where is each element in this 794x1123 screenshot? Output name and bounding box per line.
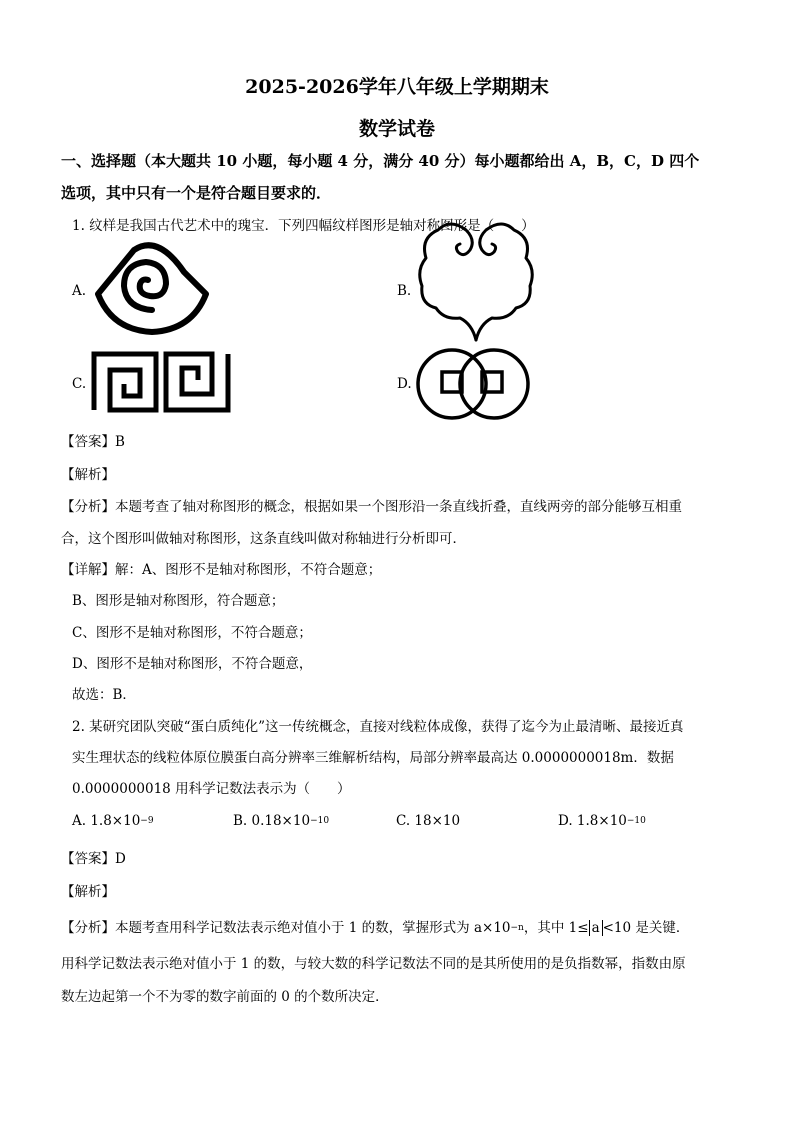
q2-option-d-text: D. 1.8×10 (558, 813, 627, 829)
figure-b-cloud-pattern (414, 216, 538, 342)
q1-detail-line5: 故选：B． (72, 687, 136, 703)
q2-option-b-text: B. 0.18×10 (233, 813, 311, 829)
q2-option-c: C. 18×10 (396, 813, 461, 829)
q1-analysis-tag: 【解析】 (61, 467, 115, 483)
figure-d-coins-pattern (414, 344, 532, 424)
q1-answer: 【答案】B (61, 434, 125, 450)
q1-analysis-line2: 合，这个图形叫做轴对称图形，这条直线叫做对称轴进行分析即可． (61, 531, 466, 547)
q1-option-d-label: D. (397, 376, 412, 392)
q2-answer: 【答案】D (61, 851, 126, 867)
q2-option-d (558, 813, 646, 829)
q2-option-b (233, 813, 329, 829)
q1-stem: 1. 纹样是我国古代艺术中的瑰宝．下列四幅纹样图形是轴对称图形是（ ） (72, 218, 535, 234)
q2-stem-line3: 0.0000000018 用科学记数法表示为（ ） (72, 781, 351, 797)
q2-analysis-tag: 【解析】 (61, 884, 115, 900)
q1-analysis-line1: 【分析】本题考查了轴对称图形的概念，根据如果一个图形沿一条直线折叠，直线两旁的部分能够互相重 (61, 499, 682, 515)
q2-stem-line1: 2. 某研究团队突破“蛋白质纯化”这一传统概念，直接对线粒体成像，获得了迄今为止最清晰、最接近真 (72, 719, 684, 735)
q1-option-b-label: B. (397, 283, 412, 299)
q1-detail-line1: 【详解】解：A、图形不是轴对称图形，不符合题意； (61, 562, 382, 578)
section-heading-line1: 一、选择题（本大题共 10 小题，每小题 4 分，满分 40 分）每小题都给出 A，B，C，D 四个 (61, 152, 700, 170)
q1-option-a-label: A. (72, 283, 87, 299)
q2-analysis-line1 (61, 916, 689, 936)
q2-analysis-exponent: −n (510, 923, 524, 933)
q2-option-a (72, 813, 154, 829)
q1-detail-line2: B、图形是轴对称图形，符合题意； (72, 593, 285, 609)
figure-c-fret-pattern (90, 350, 232, 414)
q2-option-a-exponent: −9 (140, 816, 154, 826)
q2-stem-line2: 实生理状态的线粒体原位膜蛋白高分辨率三维解析结构，局部分辨率最高达 0.0000000018m．数据 (72, 750, 674, 766)
q2-analysis-line1-b: ，其中 1≤ (523, 920, 589, 936)
q1-option-c-label: C. (72, 376, 87, 392)
page-subtitle: 数学试卷 (358, 118, 435, 140)
q2-analysis-line1-a: 【分析】本题考查用科学记数法表示绝对值小于 1 的数，掌握形式为 a×10 (61, 920, 511, 936)
q2-analysis-line1-c: <10 是关键． (602, 920, 690, 936)
q2-analysis-abs-value: a (589, 920, 603, 936)
q2-option-d-exponent: −10 (626, 816, 646, 826)
page-title: 2025-2026学年八年级上学期期末 (245, 76, 549, 98)
q2-option-a-text: A. 1.8×10 (72, 813, 141, 829)
section-heading-line2: 选项，其中只有一个是符合题目要求的． (61, 184, 332, 202)
q2-analysis-line3: 数左边起第一个不为零的数字前面的 0 的个数所决定． (61, 989, 389, 1005)
figure-a-spiral-pattern (88, 232, 212, 340)
q1-detail-line4: D、图形不是轴对称图形，不符合题意， (72, 656, 313, 672)
q2-option-b-exponent: −10 (310, 816, 330, 826)
q2-analysis-line2: 用科学记数法表示绝对值小于 1 的数，与较大数的科学记数法不同的是其所使用的是负指数幂，指数由原 (61, 956, 686, 972)
q1-detail-line3: C、图形不是轴对称图形，不符合题意； (72, 625, 312, 641)
